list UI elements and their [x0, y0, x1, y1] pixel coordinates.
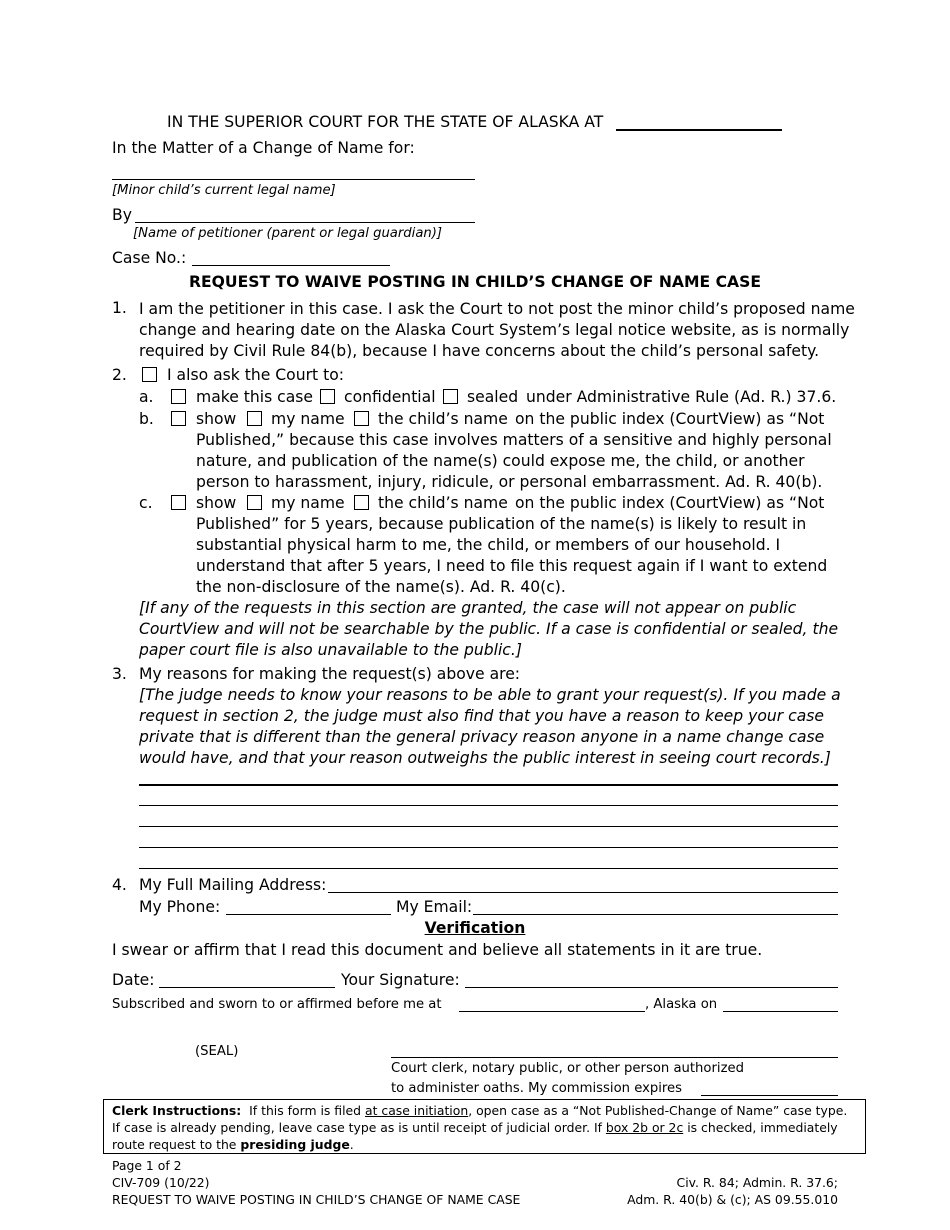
note-line: request in section 2, the judge must also find that you have a reason to keep your case: [139, 707, 824, 725]
official-signature-field[interactable]: [391, 1057, 838, 1058]
email-label: My Email:: [396, 898, 473, 916]
minor-name-field[interactable]: [112, 179, 475, 180]
checkbox-2c-show[interactable]: [171, 495, 186, 510]
checkbox-2c-child-name[interactable]: [354, 495, 369, 510]
note-line: [If any of the requests in this section are granted, the case will not appear on public: [139, 599, 797, 617]
alaska-on-text: , Alaska on: [645, 997, 718, 1012]
court-heading: IN THE SUPERIOR COURT FOR THE STATE OF ALASKA AT: [167, 113, 604, 131]
section4-number: 4.: [112, 876, 127, 894]
reasons-line-4[interactable]: [139, 847, 838, 848]
clerk-text: , open case as a “Not Published-Change of Name” case type.: [468, 1103, 848, 1118]
date-label: Date:: [112, 971, 155, 989]
clerk-instructions-line: [112, 1120, 838, 1135]
seal-label: (SEAL): [195, 1044, 239, 1059]
note-line: CourtView and will not be searchable by the public. If a case is confidential or sealed, the: [139, 620, 839, 638]
email-field[interactable]: [473, 914, 838, 915]
checkbox-2b-child-name[interactable]: [354, 411, 369, 426]
petitioner-name-hint: [Name of petitioner (parent or legal guardian)]: [133, 226, 443, 241]
section3-number: 3.: [112, 665, 127, 683]
show-label: show: [196, 410, 237, 428]
item-2b-letter: b.: [139, 410, 154, 428]
item-2b-line: nature, and publication of the name(s) could expose me, the child, or another: [196, 452, 805, 470]
page-number: Page 1 of 2: [112, 1158, 182, 1173]
checkbox-2a-sealed[interactable]: [443, 389, 458, 404]
clerk-text-underlined: box 2b or 2c: [605, 1120, 684, 1135]
reasons-line-2[interactable]: [139, 805, 838, 806]
verification-statement: I swear or affirm that I read this document and believe all statements in it are true.: [112, 941, 763, 959]
footer-form-title: REQUEST TO WAIVE POSTING IN CHILD’S CHANGE OF NAME CASE: [112, 1192, 521, 1207]
case-no-field[interactable]: [192, 265, 390, 266]
signature-label: Your Signature:: [341, 971, 460, 989]
section1-line: required by Civil Rule 84(b), because I have concerns about the child’s personal safety.: [139, 342, 820, 360]
section3-note: [139, 685, 841, 769]
footer-rules-1: Civ. R. 84; Admin. R. 37.6;: [676, 1175, 838, 1190]
clerk-text: route request to the: [112, 1137, 237, 1152]
clerk-text-bold: presiding judge: [240, 1137, 350, 1152]
admin-rule-text: under Administrative Rule (Ad. R.) 37.6.: [526, 388, 837, 406]
matter-label: In the Matter of a Change of Name for:: [112, 139, 415, 157]
confidential-label: confidential: [344, 388, 436, 406]
section2-intro: I also ask the Court to:: [167, 366, 344, 384]
my-name-label: my name: [271, 410, 345, 428]
item-2b-text: [196, 430, 832, 493]
form-title: REQUEST TO WAIVE POSTING IN CHILD’S CHANGE OF NAME CASE: [189, 273, 761, 291]
checkbox-2c-my-name[interactable]: [247, 495, 262, 510]
phone-label: My Phone:: [139, 898, 221, 916]
official-title-line: Court clerk, notary public, or other person authorized: [391, 1061, 744, 1076]
item-2c-letter: c.: [139, 494, 153, 512]
footer-rules-2: Adm. R. 40(b) & (c); AS 09.55.010: [627, 1192, 838, 1207]
by-label: By: [112, 206, 132, 224]
section2-number: 2.: [112, 366, 127, 384]
my-name-label: my name: [271, 494, 345, 512]
clerk-instructions-line: [112, 1103, 847, 1118]
reasons-line-3[interactable]: [139, 826, 838, 827]
clerk-text: If case is already pending, leave case type as is until receipt of judicial order. If: [112, 1120, 602, 1135]
item-2b-line: person to harassment, injury, ridicule, or personal embarrassment. Ad. R. 40(b).: [196, 473, 823, 491]
checkbox-2a-confidential[interactable]: [320, 389, 335, 404]
clerk-text: .: [349, 1137, 354, 1152]
clerk-text: If this form is filed: [249, 1103, 362, 1118]
clerk-instructions-line: [112, 1137, 354, 1152]
checkbox-2a-make[interactable]: [171, 389, 186, 404]
item-2b-line: Published,” because this case involves matters of a sensitive and highly personal: [196, 431, 832, 449]
note-line: [The judge needs to know your reasons to be able to grant your request(s). If you made a: [139, 686, 841, 704]
case-no-label: Case No.:: [112, 249, 187, 267]
note-line: would have, and that your reason outweighs the public interest in seeing court records.]: [139, 749, 831, 767]
address-field[interactable]: [328, 892, 838, 893]
verification-heading: Verification: [424, 919, 526, 937]
item-2a-letter: a.: [139, 388, 154, 406]
item-2b-first-line: on the public index (CourtView) as “Not: [515, 410, 825, 428]
child-name-label: the child’s name: [378, 410, 508, 428]
sworn-location-field[interactable]: [459, 1011, 645, 1012]
address-label: My Full Mailing Address:: [139, 876, 327, 894]
commission-expires-field[interactable]: [701, 1095, 838, 1096]
note-line: paper court file is also unavailable to the public.]: [139, 641, 522, 659]
section1-line: I am the petitioner in this case. I ask the Court to not post the minor child’s proposed name: [139, 300, 855, 318]
clerk-text: is checked, immediately: [687, 1120, 838, 1135]
item-2c-line: the non-disclosure of the name(s). Ad. R. 40(c).: [196, 578, 566, 596]
item-2c-text: [196, 514, 827, 598]
checkbox-2b-my-name[interactable]: [247, 411, 262, 426]
reasons-line-1[interactable]: [139, 784, 838, 786]
checkbox-2b-show[interactable]: [171, 411, 186, 426]
reasons-line-5[interactable]: [139, 868, 838, 869]
show-label: show: [196, 494, 237, 512]
petitioner-name-field[interactable]: [135, 222, 475, 223]
section3-intro: My reasons for making the request(s) above are:: [139, 665, 521, 683]
date-field[interactable]: [159, 987, 335, 988]
commission-label: to administer oaths. My commission expires: [391, 1081, 683, 1096]
phone-field[interactable]: [226, 914, 391, 915]
item-2c-line: understand that after 5 years, I need to file this request again if I want to extend: [196, 557, 828, 575]
section2-checkbox[interactable]: [142, 367, 157, 382]
clerk-instructions-label: Clerk Instructions:: [112, 1103, 242, 1118]
minor-name-hint: [Minor child’s current legal name]: [112, 183, 336, 198]
item-2c-line: substantial physical harm to me, the child, or members of our household. I: [196, 536, 781, 554]
section1-text: [139, 299, 855, 362]
clerk-text-underlined: at case initiation: [365, 1103, 469, 1118]
subscribed-text: Subscribed and sworn to or affirmed before me at: [112, 997, 442, 1012]
section2-note: [139, 598, 838, 661]
note-line: private that is different than the general privacy reason anyone in a name change case: [139, 728, 825, 746]
section1-number: 1.: [112, 299, 127, 317]
sealed-label: sealed: [467, 388, 519, 406]
court-location-field[interactable]: [616, 129, 782, 131]
signature-field[interactable]: [465, 987, 838, 988]
item-2c-first-line: on the public index (CourtView) as “Not: [515, 494, 825, 512]
item-2c-line: Published” for 5 years, because publication of the name(s) is likely to result in: [196, 515, 807, 533]
form-number: CIV-709 (10/22): [112, 1175, 210, 1190]
child-name-label: the child’s name: [378, 494, 508, 512]
sworn-date-field[interactable]: [723, 1011, 838, 1012]
section1-line: change and hearing date on the Alaska Court System’s legal notice website, as is normally: [139, 321, 850, 339]
make-case-label: make this case: [196, 388, 314, 406]
